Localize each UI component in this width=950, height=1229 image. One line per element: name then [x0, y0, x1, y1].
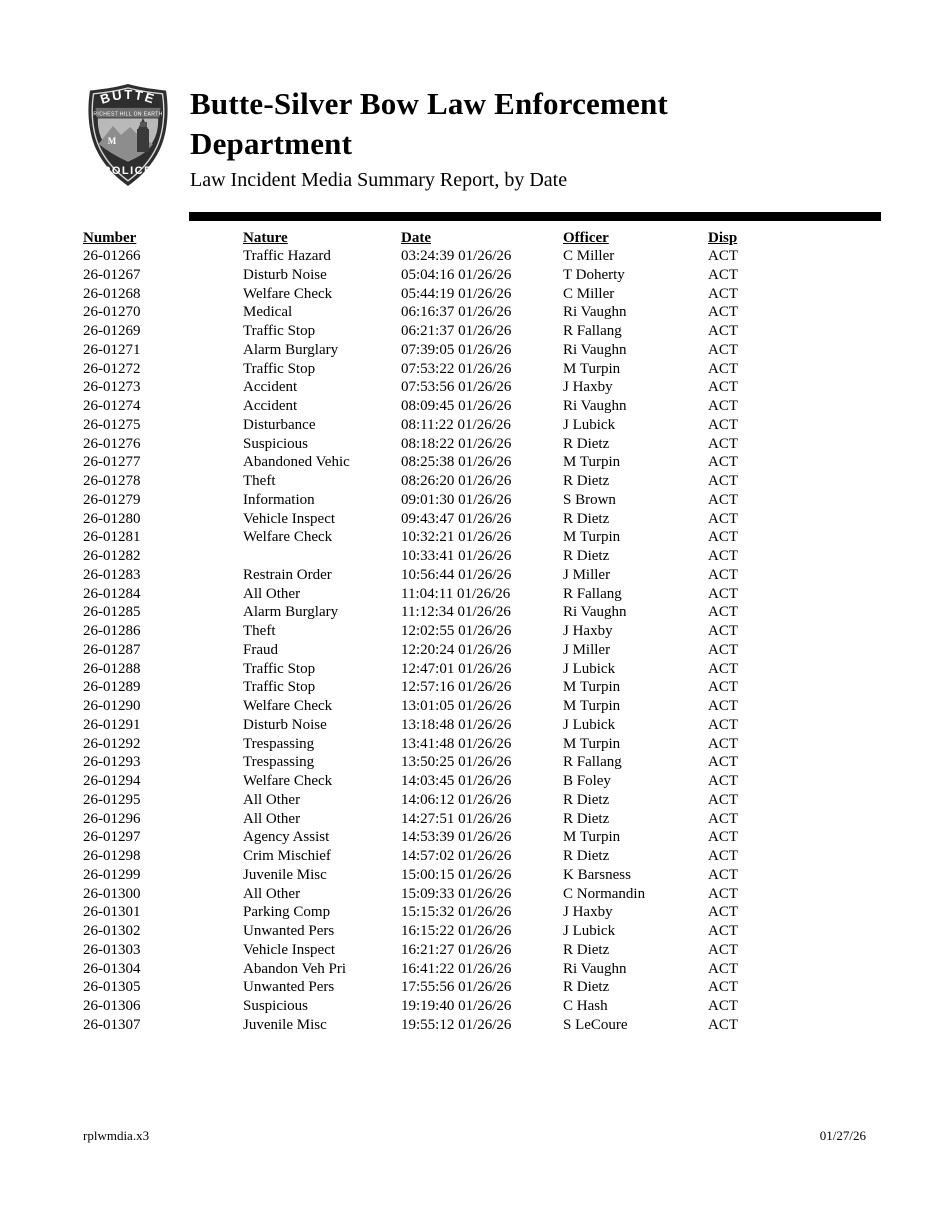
cell-disp: ACT	[708, 454, 738, 471]
cell-disp: ACT	[708, 623, 738, 639]
cell-nature: Traffic Stop	[243, 323, 316, 339]
cell-nature: Unwanted Pers	[243, 979, 335, 996]
table-row	[83, 960, 800, 979]
cell-officer: K Barsness	[563, 866, 631, 883]
cell-officer: Ri Vaughn	[563, 960, 627, 977]
table-row	[83, 303, 800, 322]
cell-number: 26-01286	[83, 623, 141, 639]
table-row	[83, 885, 800, 904]
table-row	[83, 810, 800, 829]
cell-disp: ACT	[708, 810, 738, 827]
cell-number: 26-01297	[83, 829, 141, 846]
cell-disp: ACT	[708, 735, 738, 752]
cell-officer: C Miller	[563, 248, 615, 264]
cell-date: 19:19:40 01/26/26	[401, 998, 512, 1014]
cell-nature: Welfare Check	[243, 698, 333, 714]
cell-officer: R Dietz	[563, 435, 610, 452]
cell-number: 26-01266	[83, 248, 141, 264]
cell-officer: Ri Vaughn	[563, 604, 627, 621]
table-row	[83, 341, 800, 360]
cell-date: 09:01:30 01/26/26	[401, 491, 512, 508]
cell-officer: S Brown	[563, 491, 616, 508]
cell-date: 15:15:32 01/26/26	[401, 904, 512, 921]
cell-number: 26-01285	[83, 604, 141, 621]
table-row	[83, 678, 800, 697]
table-row	[83, 847, 800, 866]
cell-disp: ACT	[708, 510, 738, 527]
cell-date: 19:55:12 01/26/26	[401, 1016, 512, 1033]
cell-disp: ACT	[708, 660, 738, 677]
table-row	[83, 528, 800, 547]
cell-officer: J Lubick	[563, 923, 616, 939]
table-row	[83, 435, 800, 454]
table-row	[83, 472, 800, 491]
badge-top-text: BUTTE	[98, 86, 158, 107]
table-row	[83, 510, 800, 529]
report-subtitle: Law Incident Media Summary Report, by Date	[190, 169, 568, 191]
incident-table-header	[83, 227, 800, 247]
header-divider-rule	[189, 212, 881, 221]
cell-date: 16:21:27 01/26/26	[401, 941, 512, 958]
table-row	[83, 247, 800, 266]
table-row	[83, 266, 800, 285]
cell-nature: Traffic Stop	[243, 679, 316, 696]
cell-number: 26-01302	[83, 923, 141, 939]
cell-disp: ACT	[708, 641, 738, 658]
cell-number: 26-01304	[83, 960, 141, 977]
cell-disp: ACT	[708, 960, 738, 977]
cell-nature: Trespassing	[243, 754, 315, 771]
cell-officer: R Dietz	[563, 510, 610, 527]
cell-date: 13:18:48 01/26/26	[401, 716, 512, 733]
column-header-officer: Officer	[563, 230, 609, 246]
table-row	[83, 735, 800, 754]
table-row	[83, 828, 800, 847]
cell-number: 26-01279	[83, 491, 141, 508]
cell-officer: T Doherty	[563, 266, 625, 283]
cell-nature: Welfare Check	[243, 285, 333, 302]
cell-officer: M Turpin	[563, 679, 621, 696]
cell-disp: ACT	[708, 885, 738, 902]
cell-officer: M Turpin	[563, 529, 621, 546]
cell-officer: R Fallang	[563, 585, 622, 602]
cell-disp: ACT	[708, 716, 738, 733]
cell-number: 26-01293	[83, 754, 141, 771]
cell-nature: Trespassing	[243, 735, 315, 752]
police-badge-icon	[83, 82, 173, 188]
cell-officer: C Miller	[563, 285, 615, 302]
cell-date: 14:53:39 01/26/26	[401, 829, 512, 846]
report-table-body	[83, 247, 800, 1035]
cell-nature: Suspicious	[243, 435, 309, 452]
cell-disp: ACT	[708, 323, 738, 339]
table-row	[83, 603, 800, 622]
cell-disp: ACT	[708, 473, 738, 489]
cell-number: 26-01288	[83, 660, 141, 677]
cell-disp: ACT	[708, 416, 738, 433]
cell-number: 26-01303	[83, 941, 141, 958]
cell-officer: J Miller	[563, 641, 611, 658]
cell-number: 26-01274	[83, 398, 141, 414]
cell-date: 14:06:12 01/26/26	[401, 791, 512, 808]
cell-date: 08:25:38 01/26/26	[401, 454, 512, 471]
cell-date: 09:43:47 01/26/26	[401, 510, 512, 527]
cell-number: 26-01277	[83, 454, 141, 471]
cell-number: 26-01299	[83, 866, 141, 883]
cell-disp: ACT	[708, 285, 738, 302]
table-row	[83, 285, 800, 304]
badge-bottom-text: POLICE	[103, 165, 153, 177]
cell-date: 15:00:15 01/26/26	[401, 866, 512, 883]
cell-date: 07:53:56 01/26/26	[401, 379, 512, 396]
cell-date: 13:50:25 01/26/26	[401, 754, 512, 771]
table-row	[83, 660, 800, 679]
cell-officer: J Miller	[563, 566, 611, 583]
cell-number: 26-01282	[83, 548, 141, 564]
table-row	[83, 585, 800, 604]
table-row	[83, 360, 800, 379]
table-row	[83, 491, 800, 510]
cell-nature: All Other	[243, 810, 301, 827]
cell-disp: ACT	[708, 941, 738, 958]
cell-number: 26-01301	[83, 904, 141, 921]
cell-date: 14:57:02 01/26/26	[401, 848, 512, 864]
cell-number: 26-01278	[83, 473, 141, 489]
table-row	[83, 547, 800, 566]
cell-officer: R Dietz	[563, 848, 610, 864]
cell-date: 03:24:39 01/26/26	[401, 248, 512, 264]
cell-disp: ACT	[708, 341, 738, 358]
cell-date: 05:44:19 01/26/26	[401, 285, 512, 302]
cell-nature: Abandoned Vehic	[243, 454, 350, 471]
cell-nature: Crim Mischief	[243, 848, 331, 864]
cell-number: 26-01306	[83, 998, 141, 1014]
cell-disp: ACT	[708, 829, 738, 846]
cell-officer: R Dietz	[563, 810, 610, 827]
table-row	[83, 622, 800, 641]
cell-nature: Welfare Check	[243, 529, 333, 546]
table-row	[83, 397, 800, 416]
cell-nature: All Other	[243, 585, 301, 602]
cell-date: 07:53:22 01/26/26	[401, 360, 512, 377]
cell-date: 17:55:56 01/26/26	[401, 979, 512, 996]
cell-disp: ACT	[708, 304, 738, 321]
cell-nature: Suspicious	[243, 998, 309, 1014]
police-badge-logo	[83, 82, 173, 188]
cell-disp: ACT	[708, 585, 738, 602]
cell-number: 26-01280	[83, 510, 141, 527]
cell-date: 05:04:16 01/26/26	[401, 266, 512, 283]
cell-number: 26-01270	[83, 304, 141, 321]
cell-disp: ACT	[708, 548, 738, 564]
table-row	[83, 978, 800, 997]
cell-date: 12:20:24 01/26/26	[401, 641, 512, 658]
cell-disp: ACT	[708, 754, 738, 771]
cell-disp: ACT	[708, 266, 738, 283]
cell-number: 26-01272	[83, 360, 141, 377]
cell-number: 26-01284	[83, 585, 141, 602]
cell-officer: R Dietz	[563, 791, 610, 808]
cell-number: 26-01291	[83, 716, 141, 733]
cell-disp: ACT	[708, 791, 738, 808]
cell-date: 08:11:22 01/26/26	[401, 416, 511, 433]
cell-nature: Theft	[243, 473, 276, 489]
cell-disp: ACT	[708, 904, 738, 921]
cell-nature: Vehicle Inspect	[243, 510, 336, 527]
cell-date: 16:15:22 01/26/26	[401, 923, 512, 939]
cell-officer: M Turpin	[563, 829, 621, 846]
cell-disp: ACT	[708, 679, 738, 696]
cell-nature: Medical	[243, 304, 293, 321]
cell-number: 26-01269	[83, 323, 141, 339]
cell-disp: ACT	[708, 491, 738, 508]
cell-nature: Alarm Burglary	[243, 341, 339, 358]
cell-officer: M Turpin	[563, 360, 621, 377]
table-row	[83, 697, 800, 716]
cell-date: 06:16:37 01/26/26	[401, 304, 512, 321]
footer-report-id: rplwmdia.x3	[83, 1128, 150, 1143]
incident-table	[83, 227, 800, 1035]
cell-date: 12:02:55 01/26/26	[401, 623, 512, 639]
cell-nature	[243, 547, 401, 566]
cell-number: 26-01281	[83, 529, 141, 546]
cell-officer: J Lubick	[563, 660, 616, 677]
table-row	[83, 903, 800, 922]
cell-number: 26-01307	[83, 1016, 141, 1033]
column-header-date: Date	[401, 230, 431, 246]
cell-disp: ACT	[708, 848, 738, 864]
cell-nature: Unwanted Pers	[243, 923, 335, 939]
cell-nature: Agency Assist	[243, 829, 330, 846]
table-row	[83, 378, 800, 397]
cell-disp: ACT	[708, 773, 738, 789]
table-row	[83, 753, 800, 772]
cell-officer: B Foley	[563, 773, 611, 789]
cell-officer: Ri Vaughn	[563, 341, 627, 358]
cell-date: 12:47:01 01/26/26	[401, 660, 512, 677]
cell-date: 10:56:44 01/26/26	[401, 566, 512, 583]
table-row	[83, 772, 800, 791]
cell-officer: R Fallang	[563, 754, 622, 771]
cell-date: 13:01:05 01/26/26	[401, 698, 512, 714]
cell-officer: Ri Vaughn	[563, 398, 627, 414]
badge-center-letter: M	[107, 136, 117, 146]
cell-officer: M Turpin	[563, 698, 621, 714]
cell-nature: Accident	[243, 398, 298, 414]
cell-date: 08:18:22 01/26/26	[401, 435, 512, 452]
cell-date: 10:33:41 01/26/26	[401, 548, 512, 564]
cell-disp: ACT	[708, 529, 738, 546]
cell-number: 26-01271	[83, 341, 141, 358]
table-row	[83, 566, 800, 585]
table-row	[83, 453, 800, 472]
cell-number: 26-01298	[83, 848, 141, 864]
cell-officer: R Dietz	[563, 473, 610, 489]
page-title-line2: Department	[190, 126, 353, 161]
table-row	[83, 716, 800, 735]
cell-date: 14:03:45 01/26/26	[401, 773, 512, 789]
cell-disp: ACT	[708, 604, 738, 621]
cell-nature: Traffic Stop	[243, 660, 316, 677]
cell-disp: ACT	[708, 360, 738, 377]
column-header-nature: Nature	[243, 230, 288, 246]
header-block	[190, 84, 790, 193]
cell-nature: Disturb Noise	[243, 716, 327, 733]
cell-number: 26-01267	[83, 266, 141, 283]
cell-officer: C Hash	[563, 998, 608, 1014]
cell-date: 11:12:34 01/26/26	[401, 604, 511, 621]
table-row	[83, 922, 800, 941]
cell-date: 16:41:22 01/26/26	[401, 960, 512, 977]
cell-number: 26-01294	[83, 773, 141, 789]
header-row	[83, 227, 800, 247]
table-row	[83, 941, 800, 960]
cell-nature: Alarm Burglary	[243, 604, 339, 621]
cell-disp: ACT	[708, 923, 738, 939]
cell-number: 26-01287	[83, 641, 141, 658]
cell-date: 07:39:05 01/26/26	[401, 341, 512, 358]
table-row	[83, 997, 800, 1016]
cell-number: 26-01292	[83, 735, 141, 752]
cell-date: 15:09:33 01/26/26	[401, 885, 512, 902]
cell-officer: Ri Vaughn	[563, 304, 627, 321]
cell-officer: M Turpin	[563, 735, 621, 752]
cell-nature: Accident	[243, 379, 298, 396]
cell-number: 26-01295	[83, 791, 141, 808]
cell-number: 26-01289	[83, 679, 141, 696]
column-header-number: Number	[83, 230, 137, 246]
cell-officer: J Haxby	[563, 904, 613, 921]
cell-number: 26-01276	[83, 435, 141, 452]
cell-date: 13:41:48 01/26/26	[401, 735, 512, 752]
cell-number: 26-01275	[83, 416, 141, 433]
cell-officer: R Dietz	[563, 941, 610, 958]
table-row	[83, 1016, 800, 1035]
cell-number: 26-01300	[83, 885, 141, 902]
cell-date: 06:21:37 01/26/26	[401, 323, 512, 339]
cell-number: 26-01305	[83, 979, 141, 996]
cell-date: 14:27:51 01/26/26	[401, 810, 512, 827]
cell-officer: J Lubick	[563, 416, 616, 433]
cell-nature: Vehicle Inspect	[243, 941, 336, 958]
cell-officer: M Turpin	[563, 454, 621, 471]
cell-disp: ACT	[708, 998, 738, 1014]
cell-officer: R Fallang	[563, 323, 622, 339]
badge-banner-text: RICHEST HILL ON EARTH	[93, 111, 163, 118]
cell-officer: C Normandin	[563, 885, 646, 902]
cell-disp: ACT	[708, 379, 738, 396]
cell-nature: Fraud	[243, 641, 278, 658]
cell-disp: ACT	[708, 698, 738, 714]
cell-nature: Theft	[243, 623, 276, 639]
cell-date: 10:32:21 01/26/26	[401, 529, 512, 546]
cell-disp: ACT	[708, 1016, 738, 1033]
cell-nature: Restrain Order	[243, 566, 332, 583]
table-row	[83, 641, 800, 660]
column-header-disp: Disp	[708, 230, 738, 246]
cell-nature: Disturb Noise	[243, 266, 327, 283]
cell-disp: ACT	[708, 566, 738, 583]
table-row	[83, 791, 800, 810]
cell-officer: J Haxby	[563, 623, 613, 639]
cell-officer: R Dietz	[563, 979, 610, 996]
cell-date: 08:26:20 01/26/26	[401, 473, 512, 489]
cell-nature: Traffic Stop	[243, 360, 316, 377]
cell-number: 26-01273	[83, 379, 141, 396]
cell-disp: ACT	[708, 435, 738, 452]
cell-number: 26-01296	[83, 810, 141, 827]
cell-nature: All Other	[243, 791, 301, 808]
cell-number: 26-01290	[83, 698, 141, 714]
cell-officer: S LeCoure	[563, 1016, 628, 1033]
cell-nature: Parking Comp	[243, 904, 331, 921]
cell-date: 08:09:45 01/26/26	[401, 398, 512, 414]
page-title-line1: Butte-Silver Bow Law Enforcement	[190, 86, 668, 121]
cell-nature: All Other	[243, 885, 301, 902]
cell-number: 26-01283	[83, 566, 141, 583]
cell-nature: Disturbance	[243, 416, 316, 433]
cell-nature: Welfare Check	[243, 773, 333, 789]
table-row	[83, 866, 800, 885]
cell-disp: ACT	[708, 866, 738, 883]
table-row	[83, 416, 800, 435]
cell-disp: ACT	[708, 248, 738, 264]
cell-officer: R Dietz	[563, 548, 610, 564]
table-row	[83, 322, 800, 341]
cell-officer: J Haxby	[563, 379, 613, 396]
cell-date: 11:04:11 01/26/26	[401, 585, 511, 602]
cell-date: 12:57:16 01/26/26	[401, 679, 512, 696]
cell-nature: Abandon Veh Pri	[243, 960, 347, 977]
cell-number: 26-01268	[83, 285, 141, 302]
cell-nature: Information	[243, 491, 315, 508]
footer-print-date: 01/27/26	[819, 1128, 866, 1143]
cell-nature: Juvenile Misc	[243, 866, 327, 883]
cell-disp: ACT	[708, 398, 738, 414]
cell-nature: Juvenile Misc	[243, 1016, 327, 1033]
cell-nature: Traffic Hazard	[243, 248, 331, 264]
cell-disp: ACT	[708, 979, 738, 996]
cell-officer: J Lubick	[563, 716, 616, 733]
